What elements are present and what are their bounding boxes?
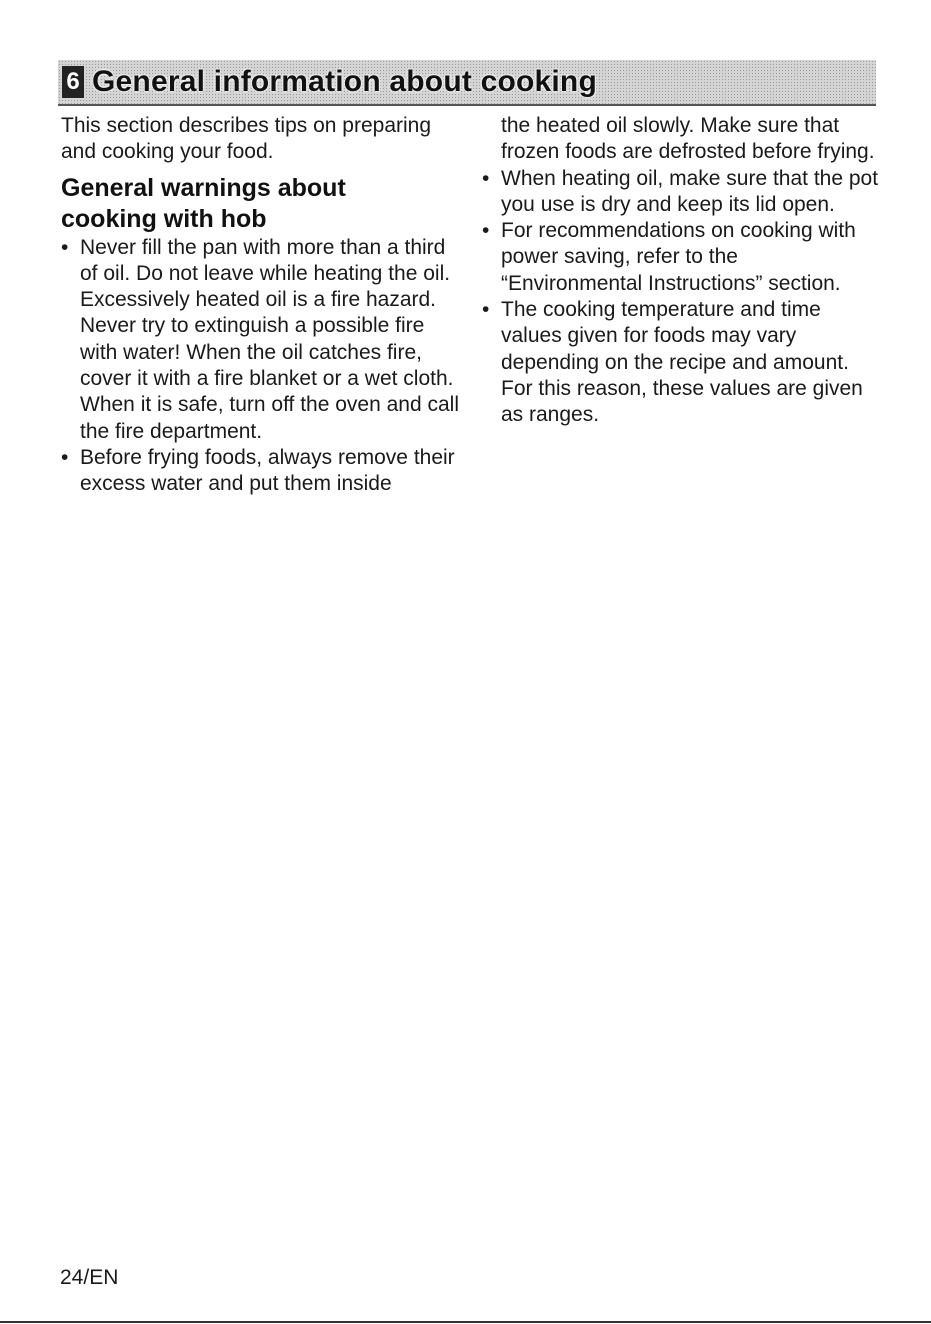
list-item [482, 166, 882, 219]
list-item-continuation: the heated oil slowly. Make sure that frozen foods are defrosted before frying. [501, 114, 875, 164]
bullet-icon: • [482, 298, 490, 322]
bullet-icon: • [61, 235, 69, 259]
left-column [61, 113, 461, 498]
list-item [61, 445, 461, 498]
page-number: 24/EN [60, 1266, 119, 1289]
section-title: General information about cooking [92, 65, 597, 98]
list-item [482, 297, 882, 428]
bottom-divider [0, 1321, 931, 1323]
warnings-list-left [61, 235, 461, 498]
section-header [58, 60, 876, 106]
list-item [482, 218, 882, 297]
intro-paragraph: This section describes tips on preparing and cooking your food. [61, 114, 432, 164]
section-number-badge: 6 [62, 66, 84, 98]
right-column [482, 113, 882, 429]
list-item [61, 235, 461, 445]
list-item-text: The cooking temperature and time values given for foods may vary depending on the recipe and amount. For this reason, these values are given as ranges. [501, 298, 863, 427]
list-item-text: When heating oil, make sure that the pot you use is dry and keep its lid open. [501, 166, 879, 216]
bullet-icon: • [482, 166, 490, 190]
subheading: General warnings about cooking with hob [61, 173, 346, 233]
bullet-icon: • [61, 445, 69, 469]
list-item-text: Before frying foods, always remove their excess water and put them inside [80, 445, 455, 496]
bullet-icon: • [482, 219, 490, 243]
list-item-text: For recommendations on cooking with power saving, refer to the “Environmental Instructions” section. [501, 219, 856, 295]
warnings-list-right [482, 166, 882, 429]
list-item-text: Never fill the pan with more than a third of oil. Do not leave while heating the oil. Excessively heated oil is a fire hazard. Never try to extinguish a possible fire with water! When the oil catches fire, cover it with a fire blanket or a wet cloth. When it is safe, turn off the oven and call the fire department. [80, 235, 459, 443]
